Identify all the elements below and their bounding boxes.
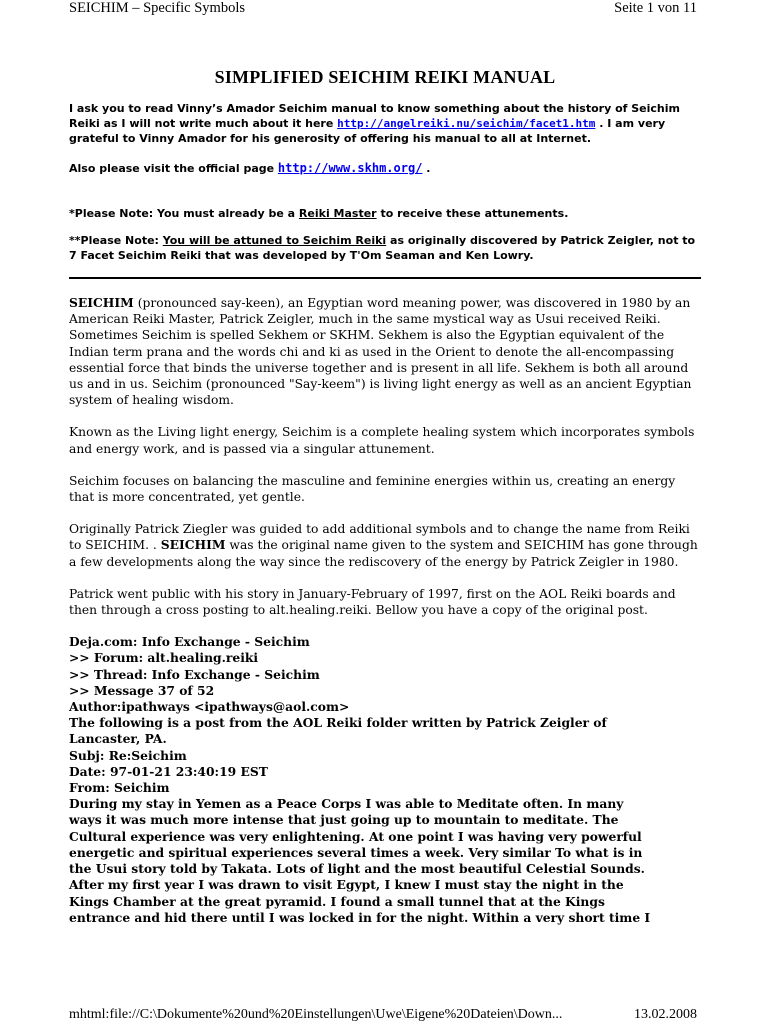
post-line: entrance and hid there until I was locked in for the night. Within a very short time I bbox=[69, 909, 651, 925]
post-line: energetic and spiritual experiences several times a week. Very similar To what is in bbox=[69, 844, 643, 860]
document-body bbox=[69, 66, 701, 926]
forum-post bbox=[69, 634, 701, 926]
seichim-bold-2: SEICHIM bbox=[160, 537, 226, 553]
seichim-bold: SEICHIM bbox=[69, 295, 134, 310]
header-document-title: SEICHIM – Specific Symbols bbox=[69, 0, 246, 16]
para4-text-1: Originally Patrick Ziegler was guided to add additional symbols and to change the name from Reiki to SEICHIM. . bbox=[69, 522, 690, 553]
post-line: the Usui story told by Takata. Lots of light and the most beautiful Celestial Sounds. bbox=[69, 861, 645, 877]
post-line: Cultural experience was very enlightening. At one point I was having very powerful bbox=[69, 828, 642, 844]
note2-underlined: You will be attuned to Seichim Reiki bbox=[162, 234, 387, 247]
post-line: Lancaster, PA. bbox=[69, 731, 167, 747]
note2-text-1: **Please Note: bbox=[69, 234, 163, 247]
post-line: From: Seichim bbox=[69, 780, 170, 796]
intro-text-2: . I am very grateful to Vinny Amador for his generosity of offering his manual to all at Internet. bbox=[69, 117, 666, 145]
note1-underlined: Reiki Master bbox=[298, 207, 377, 220]
intro-paragraph bbox=[69, 101, 697, 146]
note-attunement bbox=[69, 233, 697, 263]
post-line: Author:ipathways <ipathways@aol.com> bbox=[69, 699, 350, 715]
note-reiki-master bbox=[69, 206, 701, 221]
page-footer bbox=[69, 1007, 697, 1025]
post-line: ways it was much more intense that just going up to mountain to meditate. The bbox=[69, 812, 619, 828]
post-line: >> Forum: alt.healing.reiki bbox=[69, 650, 259, 666]
para1-text: (pronounced say-keen), an Egyptian word meaning power, was discovered in 1980 by an American Reiki Master, Patrick Zeigler, much in the same mystical way as Usui received Reiki. Sometimes Seichim is spelled Sekhem or SKHM. Sekhem is also the Egyptian equivalent of the Indian term prana and the words chi and ki as used in the Orient to denote the all-encompassing essential force that binds the universe together and is present in all life. Sekhem is both all around us and in us. Seichim (pronounced "Say-keem") is living light energy as well as an ancient Egyptian system of healing wisdom. bbox=[69, 296, 692, 408]
skhm-link[interactable]: http://www.skhm.org/ bbox=[277, 161, 423, 175]
post-line: >> Message 37 of 52 bbox=[69, 682, 215, 698]
seichim-intro-paragraph bbox=[69, 295, 701, 408]
facet1-link[interactable]: http://angelreiki.nu/seichim/facet1.htm bbox=[337, 117, 596, 130]
post-line: Kings Chamber at the great pyramid. I found a small tunnel that at the Kings bbox=[69, 893, 605, 909]
horizontal-divider bbox=[69, 277, 701, 279]
post-line: Subj: Re:Seichim bbox=[69, 747, 187, 763]
visit-paragraph bbox=[69, 161, 701, 176]
header-page-number: Seite 1 von 11 bbox=[614, 0, 697, 16]
balance-paragraph: Seichim focuses on balancing the masculine and feminine energies within us, creating an energy that is more concentrated, yet gentle. bbox=[69, 473, 676, 505]
footer-file-path: mhtml:file://C:\Dokumente%20und%20Einstellungen\Uwe\Eigene%20Dateien\Down... bbox=[69, 1007, 563, 1022]
para4-text-2: was the original name given to the system and SEICHIM has gone through a few developments along the way since the rediscovery of the energy by Patrick Zeigler in 1980. bbox=[69, 538, 698, 569]
post-line: The following is a post from the AOL Reiki folder written by Patrick Zeigler of bbox=[69, 715, 607, 731]
footer-date: 13.02.2008 bbox=[634, 1007, 697, 1022]
origin-paragraph bbox=[69, 521, 701, 570]
page-title: SIMPLIFIED SEICHIM REIKI MANUAL bbox=[214, 67, 556, 87]
visit-text-1: Also please visit the official page bbox=[69, 162, 278, 175]
note2-text-2: as originally discovered by Patrick Zeigler, not to 7 Facet Seichim Reiki that was developed by T'Om Seaman and Ken Lowry. bbox=[69, 234, 696, 262]
visit-text-2: . bbox=[422, 162, 431, 175]
intro-text-1: I ask you to read Vinny’s Amador Seichim manual to know something about the history of Seichim Reiki as I will not write much about it here bbox=[69, 102, 680, 130]
post-line: >> Thread: Info Exchange - Seichim bbox=[69, 666, 320, 682]
post-line: Deja.com: Info Exchange - Seichim bbox=[69, 634, 310, 650]
note1-text-1: *Please Note: You must already be a bbox=[69, 207, 299, 220]
page-header bbox=[69, 0, 697, 18]
post-line: Date: 97-01-21 23:40:19 EST bbox=[69, 763, 268, 779]
post-line: During my stay in Yemen as a Peace Corps I was able to Meditate often. In many bbox=[69, 796, 624, 812]
living-light-paragraph: Known as the Living light energy, Seichim is a complete healing system which incorporates symbols and energy work, and is passed via a singular attunement. bbox=[69, 425, 695, 456]
post-line: After my first year I was drawn to visit Egypt, I knew I must stay the night in the bbox=[69, 877, 624, 893]
public-story-paragraph: Patrick went public with his story in January-February of 1997, first on the AOL Reiki boards and then through a cross posting to alt.healing.reiki. Bellow you have a copy of the original post. bbox=[69, 586, 676, 618]
note1-text-2: to receive these attunements. bbox=[376, 207, 569, 220]
